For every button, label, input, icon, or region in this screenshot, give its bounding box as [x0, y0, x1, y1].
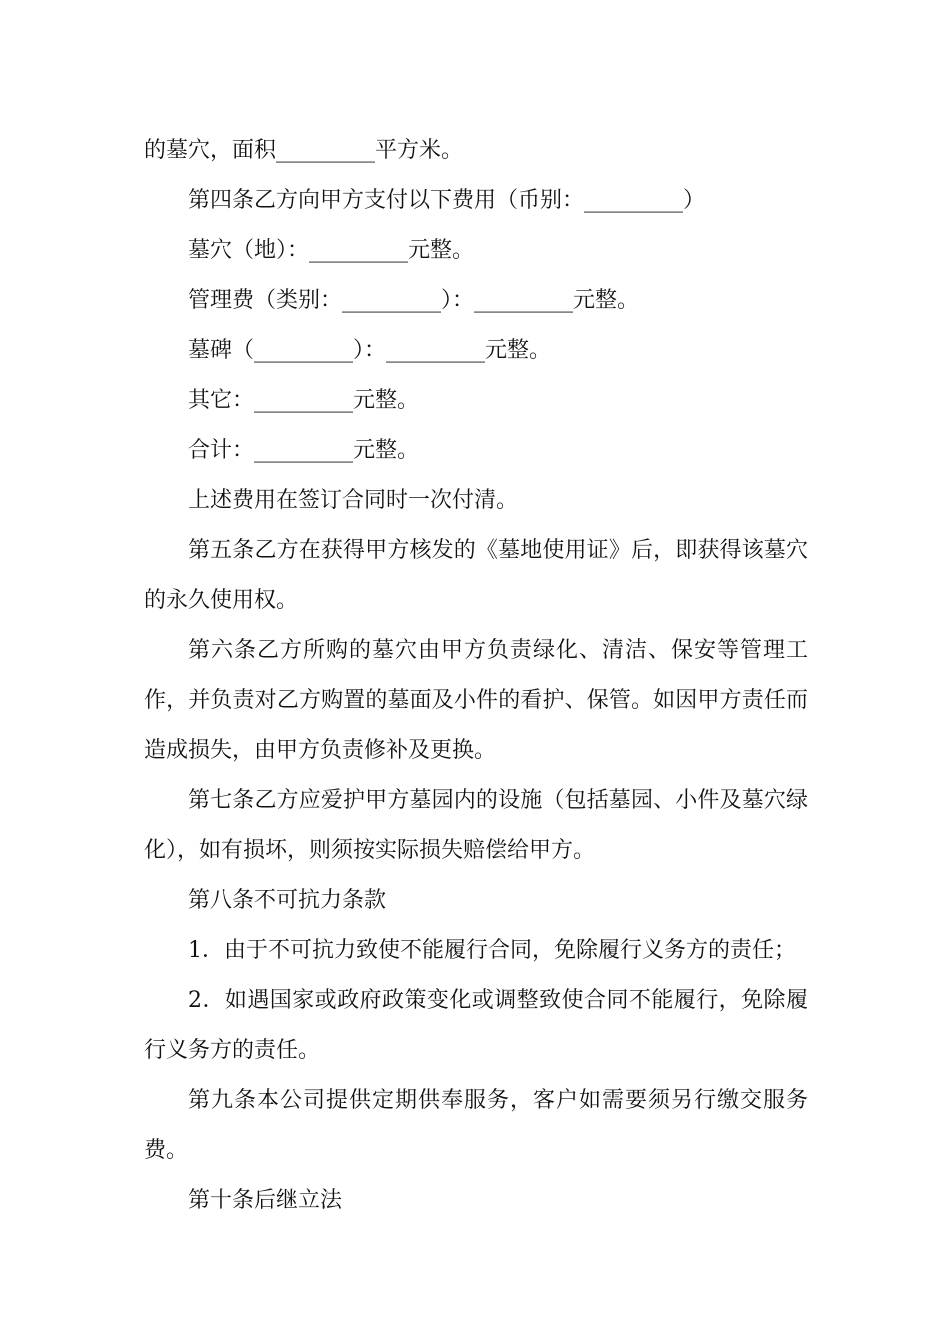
paragraph-article-7: 第七条乙方应爱护甲方墓园内的设施（包括墓园、小件及墓穴绿化），如有损坏，则须按实际损失赔偿给甲方。 [144, 788, 808, 863]
paragraph-payment-note: 上述费用在签订合同时一次付清。 [188, 488, 519, 513]
paragraph-article-10: 第十条后继立法 [188, 1188, 343, 1213]
paragraph-article-8: 第八条不可抗力条款 [188, 888, 387, 913]
document-body [144, 126, 808, 1226]
paragraph-article-8-item-2: 2．如遇国家或政府政策变化或调整致使合同不能履行，免除履行义务方的责任。 [144, 988, 808, 1063]
paragraph-article-4: 第四条乙方向甲方支付以下费用（币别：_________） [188, 188, 706, 213]
paragraph-fee-plot: 墓穴（地）：_________元整。 [188, 238, 475, 263]
paragraph-fee-other: 其它：_________元整。 [188, 388, 420, 413]
paragraph-fee-tombstone: 墓碑（_________）：_________元整。 [188, 338, 552, 363]
paragraph-article-9: 第九条本公司提供定期供奉服务，客户如需要须另行缴交服务费。 [144, 1088, 808, 1163]
paragraph-article-6: 第六条乙方所购的墓穴由甲方负责绿化、清洁、保安等管理工作，并负责对乙方购置的墓面及小件的看护、保管。如因甲方责任而造成损失，由甲方负责修补及更换。 [144, 638, 808, 763]
paragraph-fee-total: 合计：_________元整。 [188, 438, 420, 463]
paragraph-area-continuation: 的墓穴，面积_________平方米。 [144, 138, 464, 163]
paragraph-article-8-item-1: 1．由于不可抗力致使不能履行合同，免除履行义务方的责任； [188, 938, 796, 963]
paragraph-fee-management: 管理费（类别：_________）：_________元整。 [188, 288, 640, 313]
paragraph-article-5: 第五条乙方在获得甲方核发的《墓地使用证》后，即获得该墓穴的永久使用权。 [144, 538, 808, 613]
